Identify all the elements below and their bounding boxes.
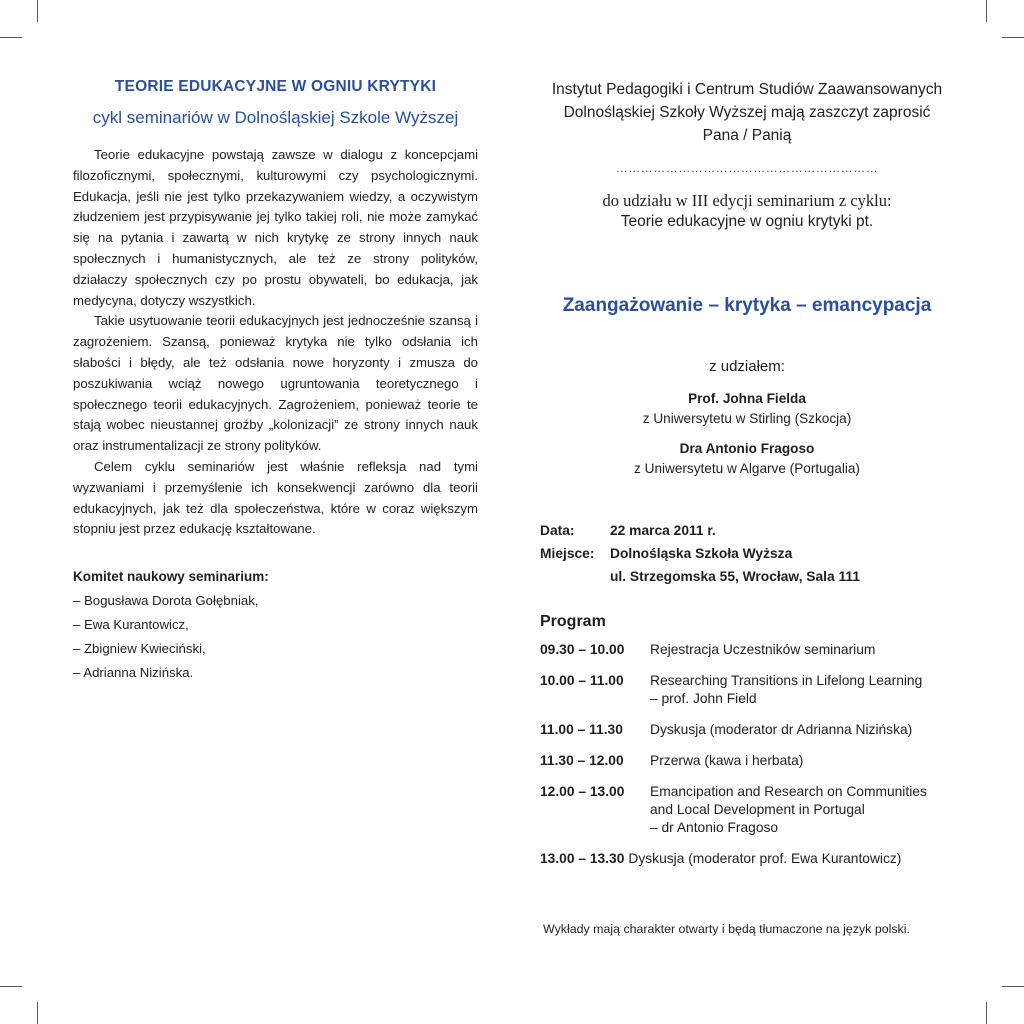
seminar-title: Zaangażowanie – krytyka – emancypacja	[562, 295, 932, 316]
speaker-name: Prof. Johna Fielda	[688, 391, 806, 406]
speaker	[540, 439, 954, 479]
left-column	[73, 78, 478, 685]
program-time: 13.00 – 13.30	[540, 851, 625, 866]
program-time: 11.30 – 12.00	[540, 753, 624, 768]
program-item	[540, 721, 954, 739]
cycle-name: Teorie edukacyjne w ogniu krytyki pt.	[620, 213, 874, 230]
program-item	[540, 752, 954, 770]
program-item	[540, 783, 954, 837]
program-speaker: – dr Antonio Fragoso	[650, 820, 779, 835]
with-label: z udziałem:	[709, 358, 785, 375]
crop-mark	[986, 0, 987, 22]
speaker	[540, 389, 954, 429]
description-paragraph: Celem cyklu seminariów jest właśnie refleksja nad tymi wyzwaniami i przemyślenie ich konsekwencji zarówno dla teorii edukacyjnych, jak też dla społeczeństwa, które w coraz większym stopniu jest przez edukację kształtowane.	[73, 458, 478, 537]
program-list	[540, 641, 954, 868]
program-time: 10.00 – 11.00	[540, 673, 624, 688]
crop-mark	[0, 37, 22, 38]
program-desc: Emancipation and Research on Communities	[650, 784, 927, 799]
speaker-name: Dra Antonio Fragoso	[679, 441, 815, 456]
description-paragraph: Teorie edukacyjne powstają zawsze w dialogu z koncepcjami filozoficznymi, społecznymi, kulturowymi czy psychologicznymi. Edukacja, jeśli nie jest tylko przekazywaniem wiedzy, a oczywistym złudzeniem jest przypisywanie jej tylko takiej roli, nie może zamykać się na pytania i zawartą w nich krytykę ze strony innych nauk społecznych i humanistycznych, ale też ze strony polityków, działaczy społecznych czy po prostu obywateli, bo edukacja, jak medycyna, dotyczy wszystkich.	[73, 147, 478, 308]
committee-list	[73, 589, 478, 685]
committee-member: – Zbigniew Kwieciński,	[73, 641, 206, 657]
date-value: 22 marca 2011 r.	[610, 523, 716, 538]
program-item	[540, 641, 954, 659]
description-paragraph: Takie usytuowanie teorii edukacyjnych jest jednocześnie szansą i zagrożeniem. Szansą, ponieważ krytyka nie tylko odsłania ich słabości i błędy, ale też odsłania nowe horyzonty i zmusza do poszukiwania wciąż nowego ugruntowania teoretycznego i społecznego teorii edukacyjnych. Zagrożeniem, ponieważ teorie te stają wobec nieustannej groźby „kolonizacji” ze strony innych nauk oraz instrumentalizacji ze strony polityków.	[73, 313, 478, 454]
program-desc: Przerwa (kawa i herbata)	[650, 753, 804, 768]
crop-mark	[0, 986, 22, 987]
program-time: 12.00 – 13.00	[540, 784, 625, 799]
series-subtitle: cykl seminariów w Dolnośląskiej Szkole Wyższej	[92, 108, 459, 127]
invitation-line: Dolnośląskiej Szkoły Wyższej mają zaszczyt zaprosić	[563, 104, 931, 121]
committee-member: – Adrianna Nizińska.	[73, 665, 194, 681]
date-row	[540, 519, 954, 542]
program-item	[540, 850, 954, 868]
event-info	[540, 519, 954, 588]
right-column	[540, 78, 954, 881]
program-time: 11.00 – 11.30	[540, 722, 623, 737]
place-row-2	[540, 565, 954, 588]
date-label: Data:	[540, 523, 575, 538]
program-time: 09.30 – 10.00	[540, 642, 625, 657]
program-desc: Rejestracja Uczestników seminarium	[650, 642, 876, 657]
crop-mark	[37, 0, 38, 22]
crop-mark	[37, 1002, 38, 1024]
name-placeholder-dots: ………………………………………………………	[615, 161, 879, 175]
crop-mark	[1002, 37, 1024, 38]
speaker-affiliation: z Uniwersytetu w Algarve (Portugalia)	[634, 461, 860, 476]
footer-note: Wykłady mają charakter otwarty i będą tłumaczone na język polski.	[543, 922, 910, 936]
place-address: ul. Strzegomska 55, Wrocław, Sala 111	[610, 569, 861, 584]
place-value: Dolnośląska Szkoła Wyższa	[610, 546, 793, 561]
series-title: TEORIE EDUKACYJNE W OGNIU KRYTYKI	[114, 78, 437, 95]
crop-mark	[1002, 986, 1024, 987]
committee-member: – Ewa Kurantowicz,	[73, 617, 189, 633]
program-desc: Researching Transitions in Lifelong Learning	[650, 673, 923, 688]
committee-member: – Bogusława Dorota Gołębniak,	[73, 593, 259, 609]
program-speaker: – prof. John Field	[650, 691, 757, 706]
speaker-affiliation: z Uniwersytetu w Stirling (Szkocja)	[642, 411, 852, 426]
place-row	[540, 542, 954, 565]
program-desc: and Local Development in Portugal	[650, 802, 865, 817]
invitation-line: Pana / Panią	[702, 127, 792, 144]
committee-title: Komitet naukowy seminarium:	[73, 569, 269, 585]
invitation-line: Instytut Pedagogiki i Centrum Studiów Zaawansowanych	[551, 81, 943, 98]
place-label: Miejsce:	[540, 546, 595, 561]
invitation	[540, 78, 954, 147]
participation-text: do udziału w III edycji seminarium z cyklu:	[602, 191, 892, 210]
program-item	[540, 672, 954, 708]
program-desc: Dyskusja (moderator dr Adrianna Nizińska)	[650, 722, 913, 737]
program-desc: Dyskusja (moderator prof. Ewa Kurantowicz)	[628, 851, 902, 866]
crop-mark	[986, 1002, 987, 1024]
description	[73, 145, 478, 540]
program-title: Program	[540, 613, 606, 630]
